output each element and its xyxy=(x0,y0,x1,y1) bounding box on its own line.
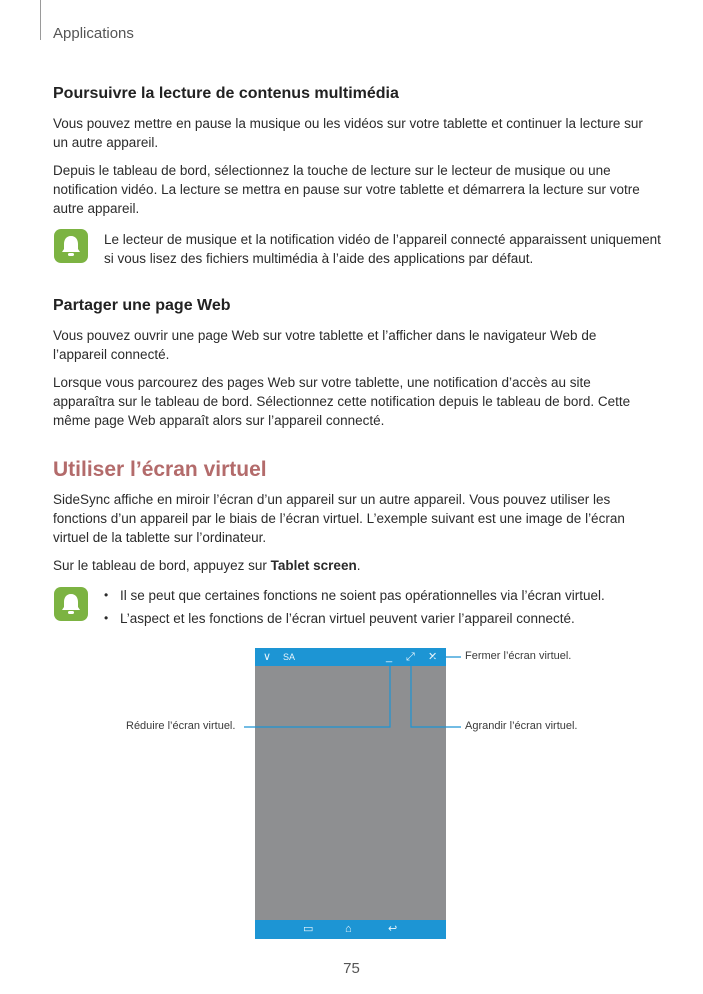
callout-close-label: Fermer l’écran virtuel. xyxy=(465,650,572,662)
paragraph-web-2: Lorsque vous parcourez des pages Web sur votre tablette, une notification d’accès au site apparaîtra sur le tableau de bord. Sélectionnez cette notification depuis le tableau de bord. Cette même page Web apparaît alors sur l’appareil connecté. xyxy=(53,375,631,428)
chevron-down-icon[interactable]: ∨ xyxy=(263,651,272,663)
recent-apps-icon[interactable]: ▭ xyxy=(303,923,314,935)
back-icon[interactable]: ↩ xyxy=(388,923,398,935)
maximize-icon[interactable]: ⤢ xyxy=(406,651,415,663)
tablet-screen-keyword: Tablet screen xyxy=(270,558,357,573)
home-icon[interactable]: ⌂ xyxy=(345,923,352,935)
close-icon[interactable]: ✕ xyxy=(428,651,438,663)
section-title-media: Poursuivre la lecture de contenus multimédia xyxy=(53,85,399,102)
bell-note-icon xyxy=(54,587,88,621)
paragraph-media-1: Vous pouvez mettre en pause la musique ou les vidéos sur votre tablette et continuer la lecture sur un autre appareil. xyxy=(53,116,643,150)
note-media: Le lecteur de musique et la notification vidéo de l’appareil connecté apparaissent uniquement si vous lisez des fichiers multimédia à l’aide des applications par défaut. xyxy=(104,232,661,266)
minimize-icon[interactable]: _ xyxy=(386,651,393,663)
callout-maximize-label: Agrandir l’écran virtuel. xyxy=(465,720,578,732)
running-header: Applications xyxy=(53,25,134,42)
bell-note-icon xyxy=(54,229,88,263)
bullet-item: • Il se peut que certaines fonctions ne soient pas opérationnelles via l’écran virtuel. xyxy=(104,586,664,605)
top-bar-label: SA xyxy=(283,652,296,662)
paragraph-media-2: Depuis le tableau de bord, sélectionnez la touche de lecture sur le lecteur de musique ou une notification vidéo. La lecture se mettra en pause sur votre tablette et démarrera la lecture sur votre autre appareil. xyxy=(53,163,640,216)
paragraph-virtual-1: SideSync affiche en miroir l’écran d’un appareil sur un autre appareil. Vous pouvez utiliser les fonctions d’un appareil par le biais de l’écran virtuel. L’exemple suivant est une image de l’écran virtuel de la tablette sur l’ordinateur. xyxy=(53,492,625,545)
paragraph-virtual-2: Sur le tableau de bord, appuyez sur Tablet screen. xyxy=(53,558,361,573)
callout-minimize-label: Réduire l’écran virtuel. xyxy=(126,720,236,732)
virtual-screen-figure xyxy=(255,648,446,939)
page-margin-rule xyxy=(40,0,41,40)
section-title-virtual-screen: Utiliser l’écran virtuel xyxy=(53,458,267,481)
paragraph-web-1: Vous pouvez ouvrir une page Web sur votre tablette et l’afficher dans le navigateur Web de l’appareil connecté. xyxy=(53,328,597,362)
virtual-screen-top-bar xyxy=(255,648,446,666)
virtual-screen-nav-bar xyxy=(255,920,446,939)
bullet-item: • L’aspect et les fonctions de l’écran virtuel peuvent varier l’appareil connecté. xyxy=(104,609,664,628)
section-title-web: Partager une page Web xyxy=(53,297,231,314)
note-bullet-list xyxy=(104,586,664,632)
page-number: 75 xyxy=(343,960,360,977)
